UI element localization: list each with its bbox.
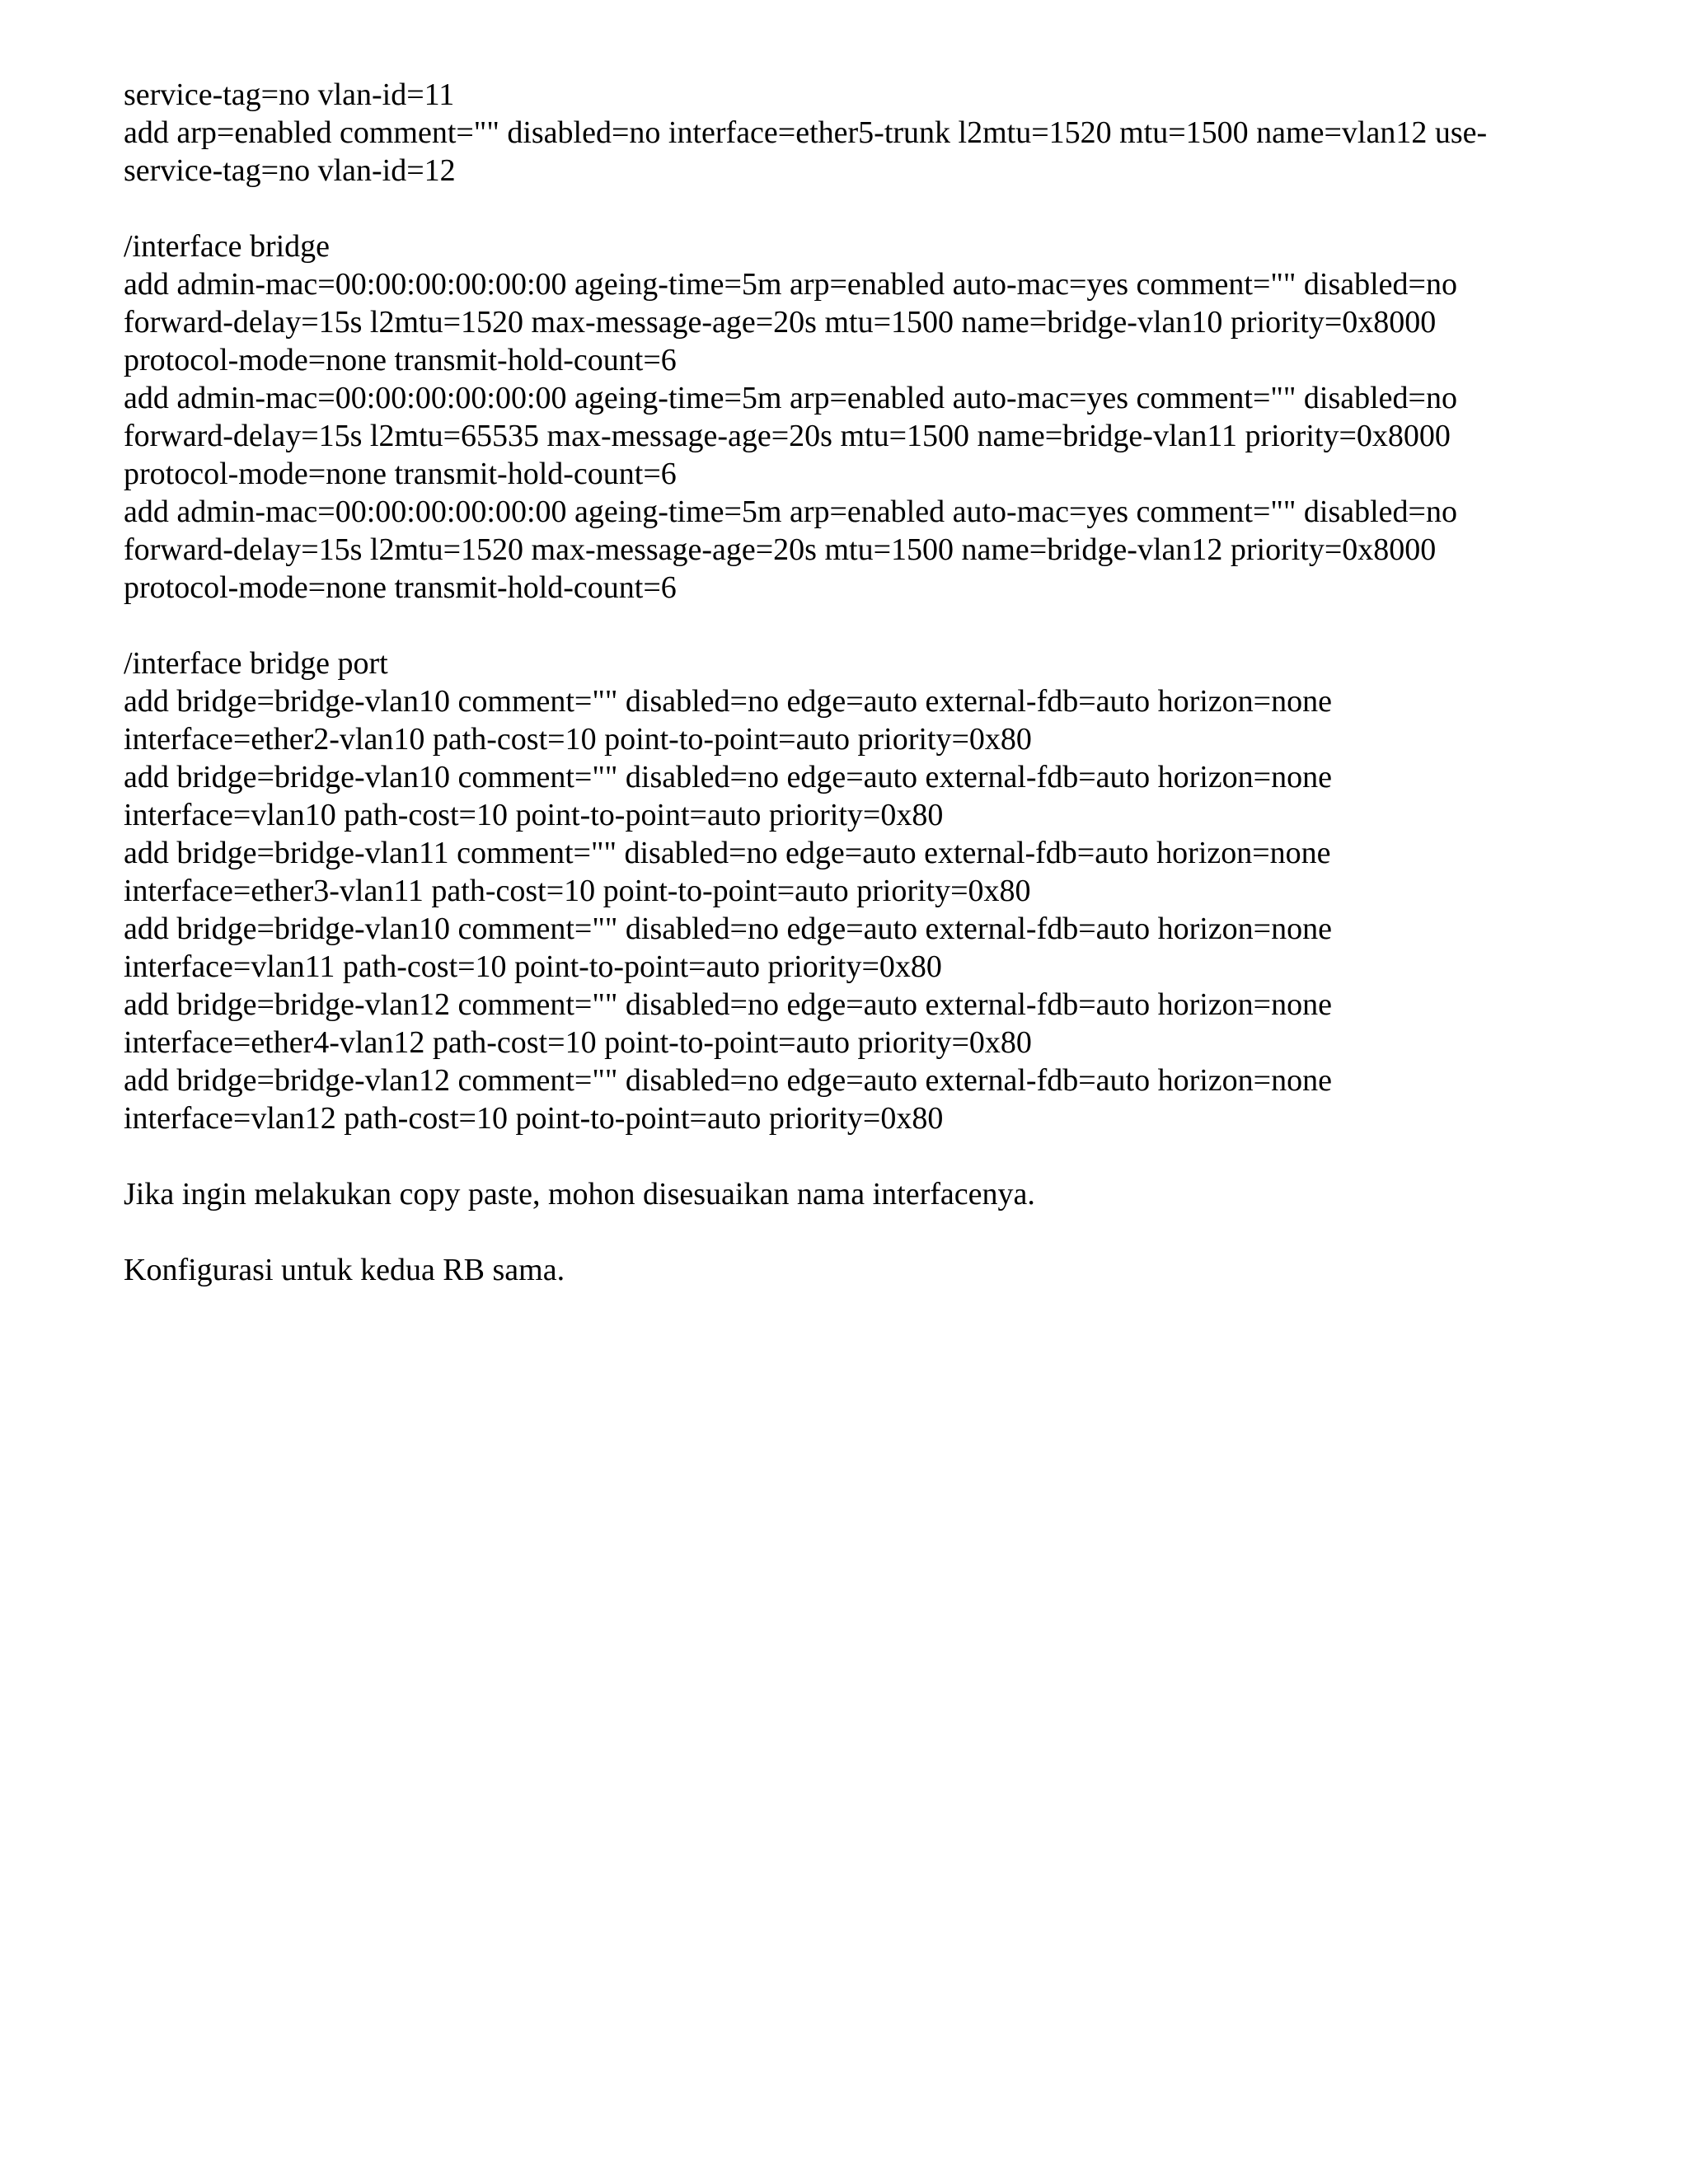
config-line: interface=ether2-vlan10 path-cost=10 point-to-point=auto priority=0x80 [124, 722, 1032, 757]
config-line: protocol-mode=none transmit-hold-count=6 [124, 343, 677, 377]
config-line: service-tag=no vlan-id=12 [124, 153, 456, 188]
config-line: forward-delay=15s l2mtu=1520 max-message-age=20s mtu=1500 name=bridge-vlan10 priority=0x8000 [124, 305, 1437, 340]
vlan-config-block [124, 76, 1574, 190]
config-line: add admin-mac=00:00:00:00:00:00 ageing-time=5m arp=enabled auto-mac=yes comment="" disabled=no [124, 381, 1457, 415]
config-line: add bridge=bridge-vlan10 comment="" disabled=no edge=auto external-fdb=auto horizon=none [124, 912, 1332, 946]
config-line: protocol-mode=none transmit-hold-count=6 [124, 570, 677, 605]
section-heading: /interface bridge port [124, 646, 388, 681]
document-page [124, 76, 1574, 1327]
config-line: add bridge=bridge-vlan12 comment="" disabled=no edge=auto external-fdb=auto horizon=none [124, 987, 1332, 1022]
config-line: add bridge=bridge-vlan10 comment="" disabled=no edge=auto external-fdb=auto horizon=none [124, 684, 1332, 719]
config-line: forward-delay=15s l2mtu=65535 max-message-age=20s mtu=1500 name=bridge-vlan11 priority=0x8000 [124, 419, 1451, 453]
config-line: add admin-mac=00:00:00:00:00:00 ageing-time=5m arp=enabled auto-mac=yes comment="" disabled=no [124, 267, 1457, 302]
config-line: add bridge=bridge-vlan12 comment="" disabled=no edge=auto external-fdb=auto horizon=none [124, 1063, 1332, 1098]
config-note: Konfigurasi untuk kedua RB sama. [124, 1253, 565, 1287]
config-line: forward-delay=15s l2mtu=1520 max-message-age=20s mtu=1500 name=bridge-vlan12 priority=0x8000 [124, 532, 1437, 567]
config-line: service-tag=no vlan-id=11 [124, 77, 455, 112]
bridge-config-block [124, 227, 1574, 607]
config-line: interface=ether3-vlan11 path-cost=10 point-to-point=auto priority=0x80 [124, 874, 1031, 908]
bridge-port-config-block [124, 644, 1574, 1137]
config-line: add bridge=bridge-vlan10 comment="" disabled=no edge=auto external-fdb=auto horizon=none [124, 760, 1332, 794]
config-line: interface=vlan12 path-cost=10 point-to-point=auto priority=0x80 [124, 1101, 944, 1136]
config-line: interface=vlan10 path-cost=10 point-to-point=auto priority=0x80 [124, 798, 944, 832]
config-line: protocol-mode=none transmit-hold-count=6 [124, 457, 677, 491]
config-line: add admin-mac=00:00:00:00:00:00 ageing-time=5m arp=enabled auto-mac=yes comment="" disabled=no [124, 494, 1457, 529]
config-line: interface=vlan11 path-cost=10 point-to-point=auto priority=0x80 [124, 949, 942, 984]
config-line: interface=ether4-vlan12 path-cost=10 point-to-point=auto priority=0x80 [124, 1025, 1032, 1060]
config-line: add arp=enabled comment="" disabled=no interface=ether5-trunk l2mtu=1520 mtu=1500 name=vlan12 use- [124, 115, 1488, 150]
section-heading: /interface bridge [124, 229, 331, 264]
copy-paste-note: Jika ingin melakukan copy paste, mohon disesuaikan nama interfacenya. [124, 1177, 1035, 1212]
config-line: add bridge=bridge-vlan11 comment="" disabled=no edge=auto external-fdb=auto horizon=none [124, 836, 1331, 870]
